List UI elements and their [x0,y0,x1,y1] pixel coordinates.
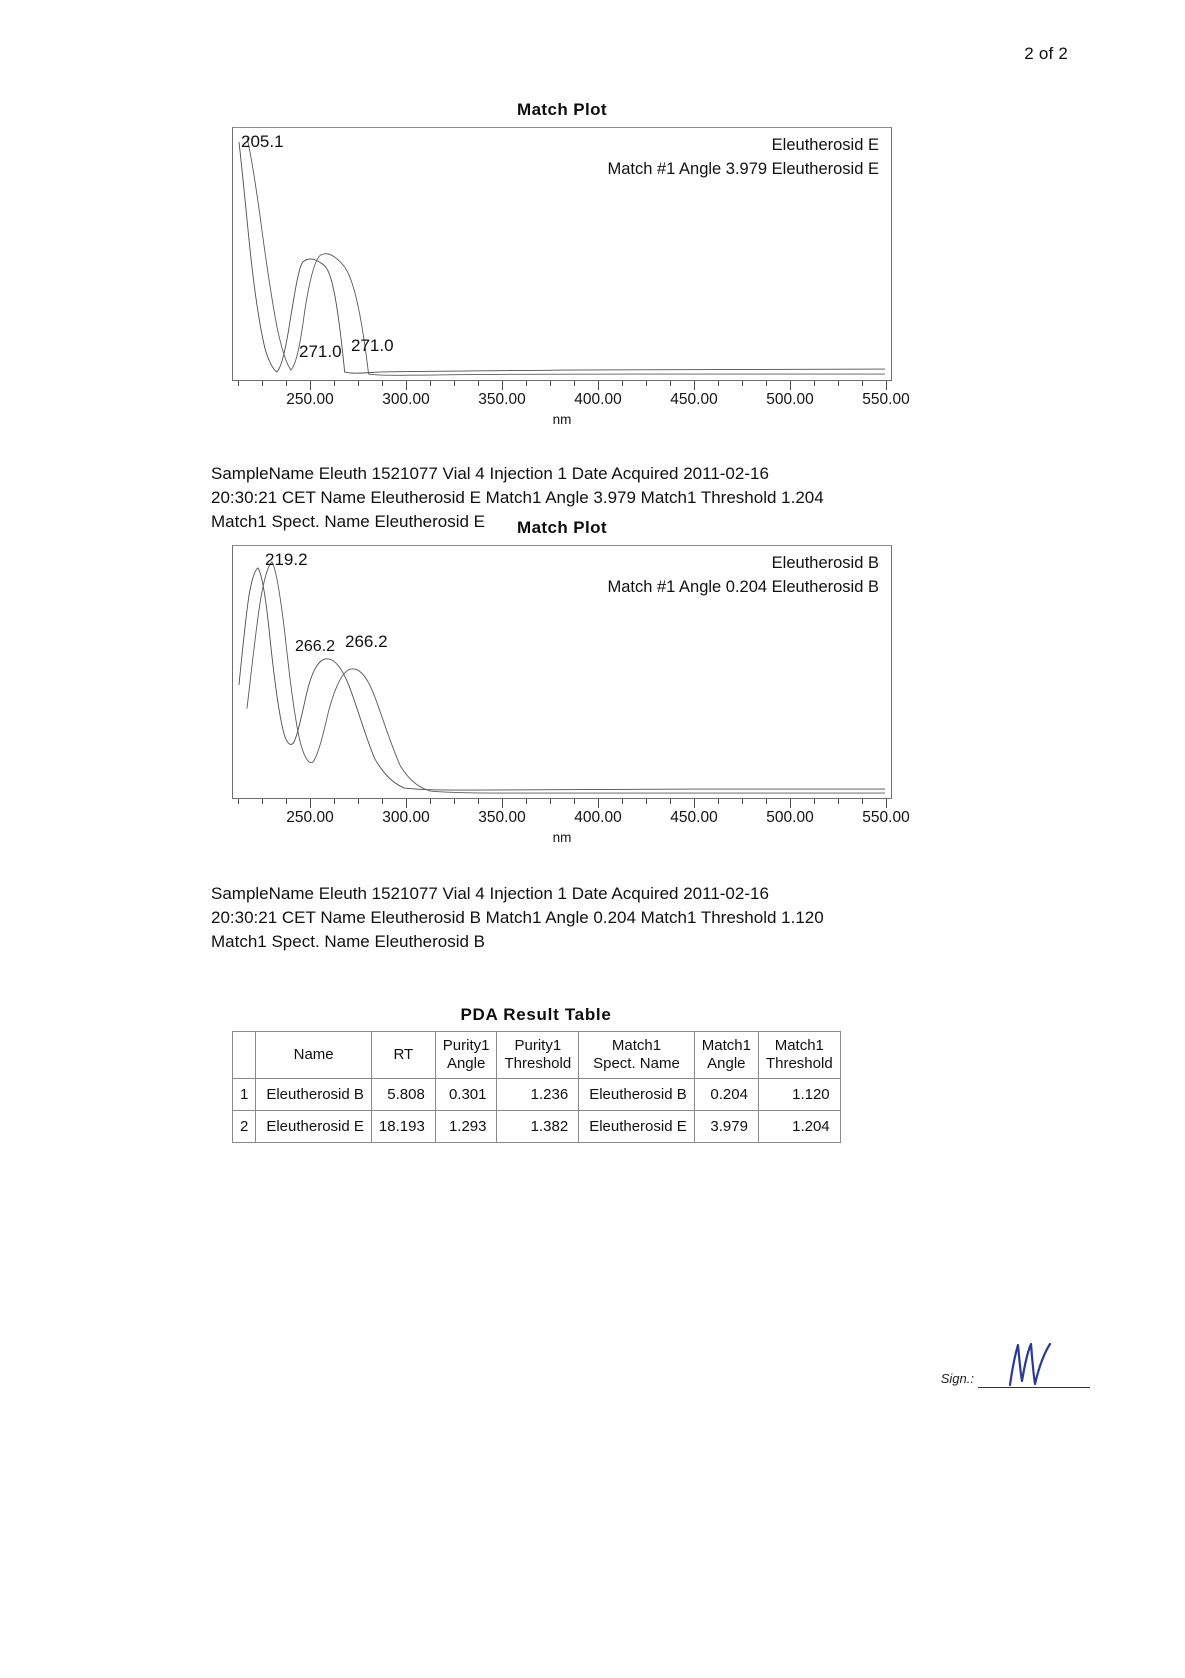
row-1-match1-threshold: 1.120 [758,1079,840,1111]
caption-1-line-2: 20:30:21 CET Name Eleutherosid E Match1 Angle 3.979 Match1 Threshold 1.204 [211,488,824,508]
page-number: 2 of 2 [1024,44,1068,63]
match-plot-1-frame [232,127,892,381]
row-1-match1-spect-name: Eleutherosid B [579,1079,695,1111]
col-header-purity1-threshold: Purity1 Threshold [497,1032,579,1079]
match-plot-1-xaxis [232,381,910,437]
match-plot-2-frame [232,545,892,799]
match-plot-2 [232,518,910,855]
match-plot-2-tick-label-1: 300.00 [382,809,430,826]
match-plot-1-peak-label-1: 271.0 [299,342,342,361]
match-plot-2-tick-label-6: 550.00 [862,809,910,826]
table-row [233,1079,841,1111]
row-1-name: Eleutherosid B [256,1079,372,1111]
match-plot-2-tick-label-4: 450.00 [670,809,718,826]
row-2-index: 2 [233,1111,256,1143]
row-2-purity1-angle: 1.293 [435,1111,497,1143]
col-header-index [233,1032,256,1079]
caption-1-line-3: Match1 Spect. Name Eleutherosid E [211,512,486,532]
match-plot-1-legend-line-2: Match #1 Angle 3.979 Eleutherosid E [607,159,879,178]
pda-result-table-head [233,1032,841,1079]
pda-result-table-body [233,1079,841,1143]
row-1-purity1-threshold: 1.236 [497,1079,579,1111]
row-2-match1-angle: 3.979 [694,1111,758,1143]
row-2-name: Eleutherosid E [256,1111,372,1143]
match-plot-1 [232,100,910,437]
table-row [233,1111,841,1143]
match-plot-2-title: Match Plot [517,518,607,537]
match-plot-2-legend [607,552,879,600]
pda-result-table-title: PDA Result Table [460,1005,612,1024]
row-1-purity1-angle: 0.301 [435,1079,497,1111]
match-plot-1-legend-line-1: Eleutherosid E [771,136,879,154]
match-plot-1-axis-title: nm [552,412,572,427]
match-plot-1-legend [607,134,879,182]
col-header-match1-spect-name: Match1 Spect. Name [579,1032,695,1079]
match-plot-1-tick-label-1: 300.00 [382,391,430,408]
pda-result-table [232,1031,841,1143]
match-plot-1-tick-label-2: 350.00 [478,391,526,408]
caption-2 [211,882,1001,954]
row-2-match1-spect-name: Eleutherosid E [579,1111,695,1143]
col-header-match1-angle: Match1 Angle [694,1032,758,1079]
match-plot-2-xaxis [232,799,910,855]
pda-result-table-block [232,1005,840,1143]
row-2-purity1-threshold: 1.382 [497,1111,579,1143]
match-plot-1-tick-label-0: 250.00 [286,391,334,408]
row-1-match1-angle: 0.204 [694,1079,758,1111]
match-plot-2-tick-label-5: 500.00 [766,809,814,826]
match-plot-1-title: Match Plot [517,100,607,119]
caption-2-line-2: 20:30:21 CET Name Eleutherosid B Match1 Angle 0.204 Match1 Threshold 1.120 [211,908,824,928]
match-plot-2-axis-title: nm [552,830,572,845]
caption-1-line-1: SampleName Eleuth 1521077 Vial 4 Injection 1 Date Acquired 2011-02-16 [211,464,769,483]
match-plot-2-tick-labels [232,809,910,829]
signature-label: Sign.: [940,1371,974,1386]
match-plot-1-tick-label-5: 500.00 [766,391,814,408]
match-plot-2-tick-label-0: 250.00 [286,809,334,826]
row-2-rt: 18.193 [371,1111,435,1143]
row-1-rt: 5.808 [371,1079,435,1111]
row-1-index: 1 [233,1079,256,1111]
match-plot-1-tick-label-4: 450.00 [670,391,718,408]
table-header-row [233,1032,841,1079]
match-plot-2-legend-line-1: Eleutherosid B [771,554,879,572]
caption-2-line-3: Match1 Spect. Name Eleutherosid B [211,932,486,952]
signature-area [941,1343,1090,1388]
match-plot-1-tick-label-6: 550.00 [862,391,910,408]
col-header-name: Name [256,1032,372,1079]
match-plot-2-peak-label-2: 266.2 [345,632,388,651]
col-header-match1-threshold: Match1 Threshold [758,1032,840,1079]
signature-line [978,1343,1090,1388]
match-plot-1-peak-label-0: 205.1 [241,132,284,151]
match-plot-2-tick-label-2: 350.00 [478,809,526,826]
match-plot-2-legend-line-2: Match #1 Angle 0.204 Eleutherosid B [607,577,879,596]
match-plot-1-tick-labels [232,391,910,411]
col-header-rt: RT [371,1032,435,1079]
match-plot-2-tick-label-3: 400.00 [574,809,622,826]
match-plot-1-tick-label-3: 400.00 [574,391,622,408]
match-plot-1-peak-label-2: 271.0 [351,336,394,355]
match-plot-2-peak-label-1: 266.2 [295,638,336,655]
col-header-purity1-angle: Purity1 Angle [435,1032,497,1079]
caption-2-line-1: SampleName Eleuth 1521077 Vial 4 Injection 1 Date Acquired 2011-02-16 [211,884,769,903]
handwritten-signature-icon [1000,1341,1060,1387]
match-plot-2-peak-label-0: 219.2 [265,550,308,569]
row-2-match1-threshold: 1.204 [758,1111,840,1143]
